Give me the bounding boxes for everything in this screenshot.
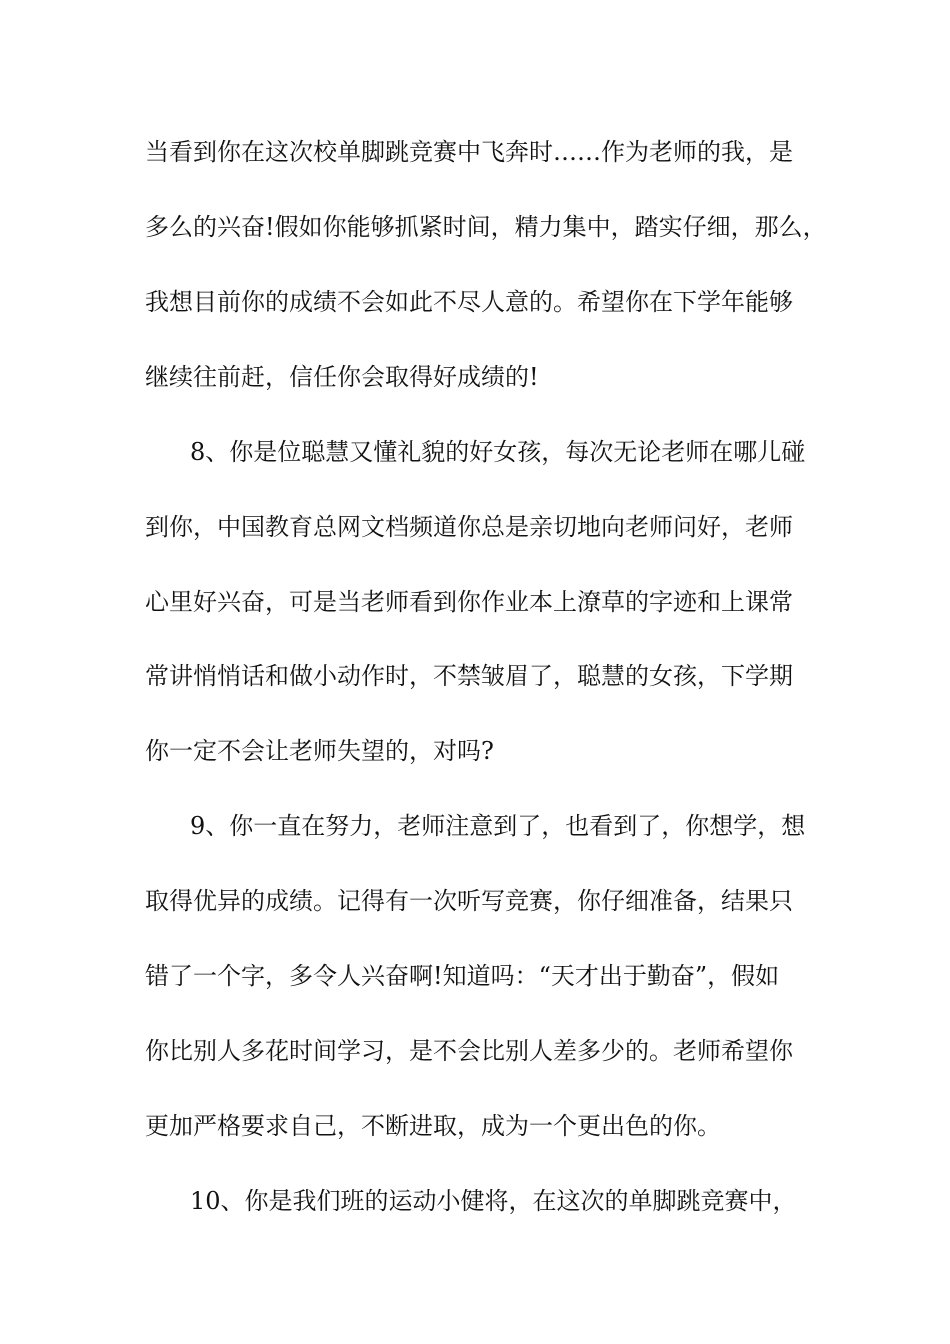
paragraph-10-start: 10、你是我们班的运动小健将，在这次的单脚跳竞赛中，: [190, 1187, 797, 1215]
paragraph-9-start: 9、你一直在努力，老师注意到了，也看到了，你想学，想: [190, 812, 806, 840]
text-line: 心里好兴奋，可是当老师看到你作业本上潦草的字迹和上课常: [145, 588, 793, 616]
text-line: 到你，中国教育总网文档频道你总是亲切地向老师问好，老师: [145, 513, 793, 541]
text-line: 当看到你在这次校单脚跳竞赛中飞奔时……作为老师的我，是: [145, 138, 793, 166]
text-line: 取得优异的成绩。记得有一次听写竞赛，你仔细准备，结果只: [145, 887, 793, 915]
text-line: 你一定不会让老师失望的，对吗?: [145, 737, 494, 765]
text-line: 继续往前赶，信任你会取得好成绩的!: [145, 363, 539, 391]
text-line: 你比别人多花时间学习，是不会比别人差多少的。老师希望你: [145, 1037, 793, 1065]
text-line: 常讲悄悄话和做小动作时，不禁皱眉了，聪慧的女孩，下学期: [145, 662, 793, 690]
text-line: 更加严格要求自己，不断进取，成为一个更出色的你。: [145, 1112, 721, 1140]
text-line: 我想目前你的成绩不会如此不尽人意的。希望你在下学年能够: [145, 288, 793, 316]
text-line: 多么的兴奋!假如你能够抓紧时间，精力集中，踏实仔细，那么，: [145, 213, 827, 241]
paragraph-8-start: 8、你是位聪慧又懂礼貌的好女孩，每次无论老师在哪儿碰: [190, 438, 806, 466]
text-line: 错了一个字，多令人兴奋啊!知道吗：“天才出于勤奋”，假如: [145, 962, 780, 990]
